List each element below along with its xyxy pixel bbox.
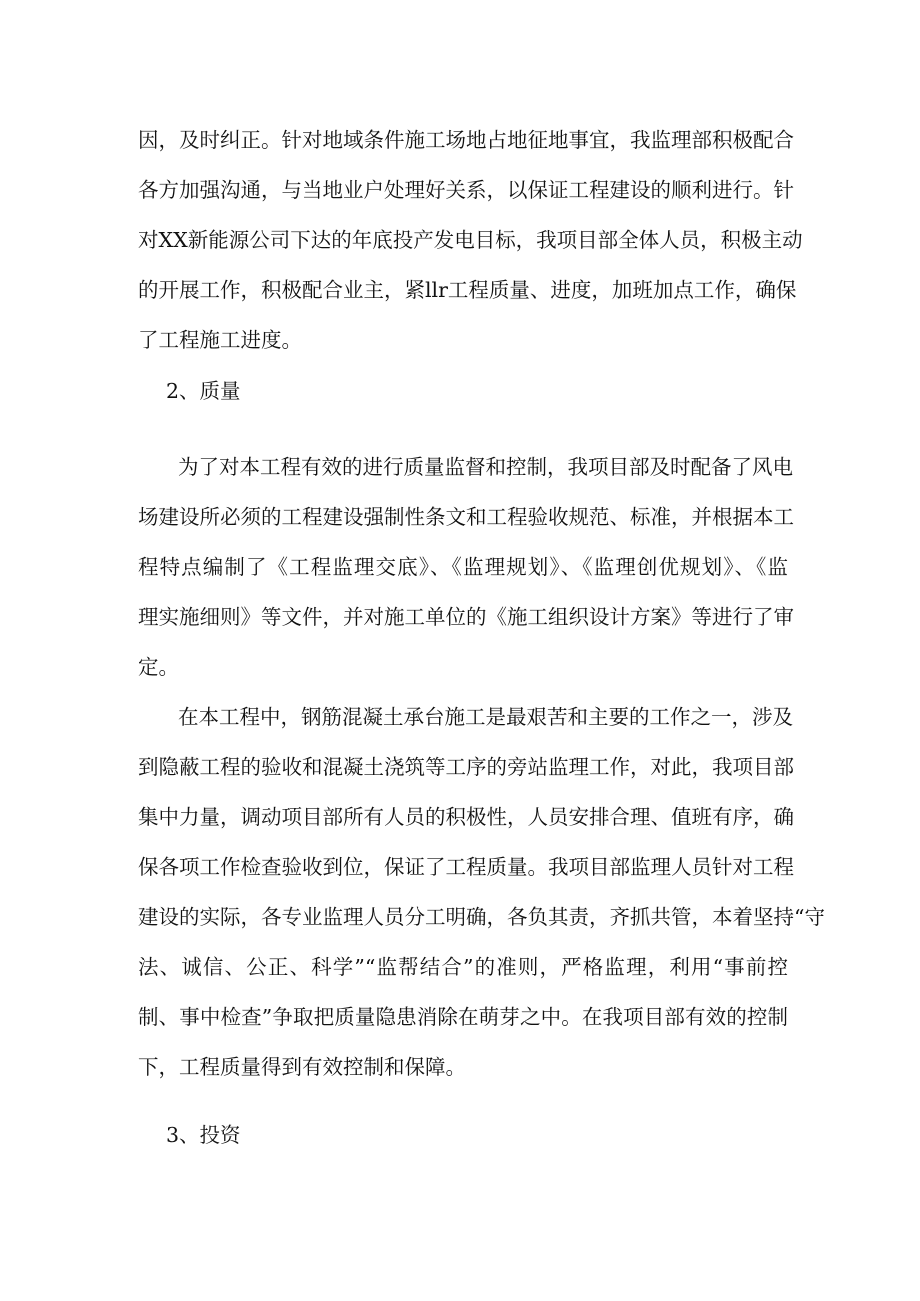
paragraph-2-line-5: 定。 xyxy=(138,655,179,679)
paragraph-3-line-7: 制、事中检查”争取把质量隐患消除在萌芽之中。在我项目部有效的控制 xyxy=(138,1005,788,1029)
paragraph-1-line-2: 各方加强沟通，与当地业户处理好关系，以保证工程建设的顺利进行。针 xyxy=(138,178,794,202)
paragraph-1-line-5: 了工程施工进度。 xyxy=(138,328,302,352)
paragraph-1-line-1: 因，及时纠正。针对地域条件施工场地占地征地事宜，我监理部积极配合 xyxy=(138,128,794,152)
paragraph-2-line-3: 程特点编制了《工程监理交底》、《监理规划》、《监理创优规划》、《监 xyxy=(138,555,788,579)
paragraph-3-line-4: 保各项工作检查验收到位，保证了工程质量。我项目部监理人员针对工程 xyxy=(138,855,794,879)
paragraph-3-line-1: 在本工程中，钢筋混凝土承台施工是最艰苦和主要的工作之一，涉及 xyxy=(178,705,793,729)
paragraph-2-line-4: 理实施细则》等文件，并对施工单位的《施工组织设计方案》等进行了审 xyxy=(138,605,794,629)
paragraph-2-line-1: 为了对本工程有效的进行质量监督和控制，我项目部及时配备了风电 xyxy=(178,455,793,479)
paragraph-1-line-4: 的开展工作，积极配合业主，紧llr工程质量、进度，加班加点工作，确保 xyxy=(138,278,797,302)
section-heading-quality: 2、质量 xyxy=(166,379,241,403)
paragraph-3-line-6: 法、诚信、公正、科学”“监帮结合”的准则，严格监理，利用“事前控 xyxy=(138,955,788,979)
paragraph-3-line-8: 下，工程质量得到有效控制和保障。 xyxy=(138,1055,466,1079)
paragraph-3-line-5: 建设的实际，各专业监理人员分工明确，各负其责，齐抓共管，本着坚持“守 xyxy=(138,905,825,929)
paragraph-2-line-2: 场建设所必须的工程建设强制性条文和工程验收规范、标准，并根据本工 xyxy=(138,505,794,529)
section-heading-investment: 3、投资 xyxy=(166,1123,241,1147)
paragraph-3-line-2: 到隐蔽工程的验收和混凝土浇筑等工序的旁站监理工作，对此，我项目部 xyxy=(138,755,794,779)
paragraph-1-line-3: 对XX新能源公司下达的年底投产发电目标，我项目部全体人员，积极主动 xyxy=(138,228,803,252)
paragraph-3-line-3: 集中力量，调动项目部所有人员的积极性，人员安排合理、值班有序，确 xyxy=(138,805,794,829)
